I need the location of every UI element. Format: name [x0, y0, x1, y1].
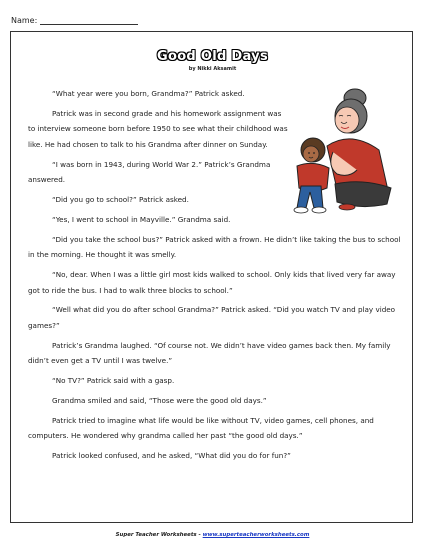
story-paragraph: Patrick tried to imagine what life would be like without TV, video games, cell phones, and computers. He wondered why grandma called her past “the good old days.” [28, 415, 374, 441]
footer-brand: Super Teacher Worksheets [115, 532, 197, 538]
name-field[interactable] [11, 16, 138, 25]
story-byline: by Nikki Aksamit [188, 66, 237, 72]
story-paragraph: “What year were you born, Grandma?” Patrick asked. [52, 89, 245, 98]
story-paragraph: “Well what did you do after school Grandma?” Patrick asked. “Did you watch TV and play video games?” [28, 305, 396, 331]
story-paragraph: “Did you go to school?” Patrick asked. [52, 195, 189, 205]
story-paragraph: Patrick was in second grade and his homework assignment was to interview someone born before 1950 to see what their childhood was like. He had chosen to talk to his Grandma after dinner on Sunday. [28, 108, 288, 149]
story-paragraph: Grandma smiled and said, “Those were the good old days.” [52, 395, 267, 405]
page-footer [0, 532, 425, 538]
story-paragraph: Patrick’s Grandma laughed. “Of course not. We didn’t have video games back then. My family didn’t even get a TV until I was twelve.” [28, 340, 391, 366]
name-blank-line[interactable] [40, 16, 138, 25]
story-title: Good Old Days [157, 49, 268, 64]
story-text [28, 86, 403, 468]
story-paragraph: “No, dear. When I was a little girl most kids walked to school. Only kids that lived very far away got to ride the bus. I had to walk three blocks to school.” [28, 270, 396, 295]
story-paragraph: “No TV?” Patrick said with a gasp. [52, 376, 175, 386]
footer-website-link[interactable]: www.superteacherworksheets.com [202, 532, 310, 538]
story-paragraph: “I was born in 1943, during World War 2.” Patrick’s Grandma answered. [28, 159, 271, 185]
story-paragraph: “Yes, I went to school in Mayville.” Grandma said. [52, 214, 231, 224]
story-paragraph: “Did you take the school bus?” Patrick asked with a frown. He didn’t like taking the bus to school in the morning. He thought it was smelly. [28, 234, 401, 260]
name-label: Name: [11, 16, 38, 25]
footer-separator: - [198, 532, 201, 538]
story-paragraph: Patrick looked confused, and he asked, “What did you do for fun?” [52, 451, 291, 461]
